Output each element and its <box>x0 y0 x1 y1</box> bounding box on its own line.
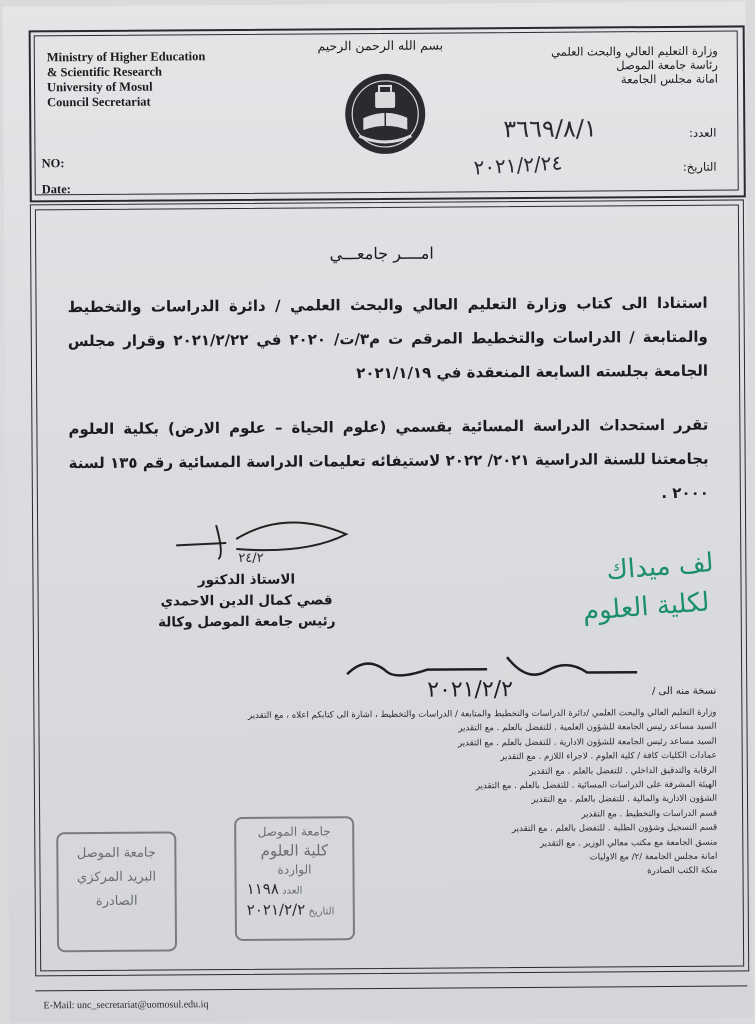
stamp-right-line-2: كلية العلوم <box>260 841 329 860</box>
cc-item: امانة مجلس الجامعة /٢/ مع الاوليات <box>589 851 718 863</box>
cc-item: الشؤون الادارية والمالية . للتفضل بالعلم . مع التقدير <box>531 794 718 806</box>
cc-item: وزارة التعليم العالي والبحث العلمي /دائرة الدراسات والتخطيط والمتابعة / الدراسات والتخطيط ، اشارة الى كتابكم اعلاه ، مع التقدير <box>247 707 717 721</box>
cc-item: عمادات الكليات كافة / كلية العلوم . لاجراء اللازم . مع التقدير <box>500 750 717 763</box>
english-line-1: Ministry of Higher Education <box>46 49 206 65</box>
stamp-date-row <box>237 900 353 922</box>
no-label-ar: العدد: <box>689 125 717 140</box>
cc-item: السيد مساعد رئيس الجامعة للشؤون العلمية . للتفضل بالعلم . مع التقدير <box>458 722 717 734</box>
stamp-date-label: التاريخ <box>308 906 335 918</box>
stamp-left-line-1: جامعة الموصل <box>76 845 156 862</box>
signature-icon <box>166 514 366 575</box>
signatory-position: رئيس جامعة الموصل وكالة <box>158 613 336 631</box>
document-page <box>2 1 752 1022</box>
cc-item: الرقابة والتدقيق الداخلي . للتفضل بالعلم . مع التقدير <box>529 765 717 777</box>
signature-date: ٢٤/٢ <box>238 550 264 566</box>
central-mail-stamp <box>56 831 177 952</box>
english-letterhead <box>47 49 206 110</box>
annotation-line-2: لكلية العلوم <box>581 587 711 627</box>
stamp-number-row <box>237 879 353 901</box>
arabic-line-1: وزارة التعليم العالي والبحث العلمي <box>551 43 718 59</box>
english-line-4: Council Secretariat <box>47 94 151 110</box>
no-label-en: NO: <box>41 156 65 171</box>
arabic-line-2: رئاسة جامعة الموصل <box>616 57 718 73</box>
stamp-left-line-2: البريد المركزي <box>76 869 157 886</box>
signatory-title: الاستاذ الدكتور <box>197 571 296 589</box>
university-seal-icon <box>343 72 428 157</box>
cc-item: منسق الجامعة مع مكتب معالي الوزير . مع التقدير <box>539 837 718 849</box>
annotation-line-1: لف ميداك <box>605 547 715 587</box>
cc-label: نسخة منه الى / <box>651 685 717 698</box>
arabic-line-3: امانة مجلس الجامعة <box>620 71 719 87</box>
annotation-date: ٢٠٢١/٢/٢ <box>427 677 514 703</box>
cc-item: قسم التسجيل وشؤون الطلبة . للتفضل بالعلم . مع التقدير <box>511 822 718 835</box>
footer-divider <box>35 985 747 991</box>
stamp-left-line-3: الصادرة <box>95 893 138 909</box>
signatory-block <box>136 569 356 634</box>
cc-item: الهيئة المشرفة على الدراسات المسائية . للتفضل بالعلم . مع التقدير <box>475 779 717 792</box>
stamp-right-line-3: الواردة <box>277 862 312 877</box>
paragraph-reference: استنادا الى كتاب وزارة التعليم العالي والبحث العلمي / دائرة الدراسات والتخطيط والمتابعة / الدراسات والتخطيط المرقم ت م٣/ت/ ٢٠٢٠ في ٢٠٢١/٢/٢٢ وقرار مجلس الجامعة بجلسته السابعة المنعقدة في ٢٠٢١/١/١٩ <box>67 293 709 383</box>
cc-item: منكة الكتب الصادرة <box>647 866 718 877</box>
document-title: امــــر جامعـــي <box>329 243 434 264</box>
english-line-2: & Scientific Research <box>46 64 162 80</box>
cc-item: قسم الدراسات والتخطيط . مع التقدير <box>581 808 718 820</box>
college-incoming-stamp <box>234 816 355 941</box>
stamp-number-label: العدد <box>282 885 303 897</box>
cc-item: السيد مساعد رئيس الجامعة للشؤون الادارية . للتفضل بالعلم . مع التقدير <box>457 736 717 749</box>
signatory-name: قصي كمال الدين الاحمدي <box>160 592 333 610</box>
document-number-handwritten: ٣٦٦٩/٨/١ <box>503 114 597 144</box>
document-date-handwritten: ٢٠٢١/٢/٢٤ <box>472 150 563 180</box>
date-label-ar: التاريخ: <box>682 159 717 174</box>
footer-email[interactable]: E-Mail: unc_secretariat@uomosul.edu.iq <box>43 999 209 1012</box>
stamp-date: ٢٠٢١/٢/٢ <box>246 900 306 919</box>
basmala: بسم الله الرحمن الرحيم <box>317 37 444 54</box>
stamp-number: ١١٩٨ <box>246 879 279 898</box>
english-line-3: University of Mosul <box>46 79 153 95</box>
date-label-en: Date: <box>41 182 71 197</box>
stamp-right-line-1: جامعة الموصل <box>257 824 331 839</box>
arabic-letterhead <box>551 44 718 87</box>
paragraph-decision: تقرر استحداث الدراسة المسائية بقسمي (علوم الحياة – علوم الارض) بكلية العلوم بجامعتنا للسنة الدراسية ٢٠٢١/ ٢٠٢٢ لاستيفائه تعليمات الدراسة المسائية رقم ١٣٥ لسنة ٢٠٠٠ . <box>68 415 709 503</box>
